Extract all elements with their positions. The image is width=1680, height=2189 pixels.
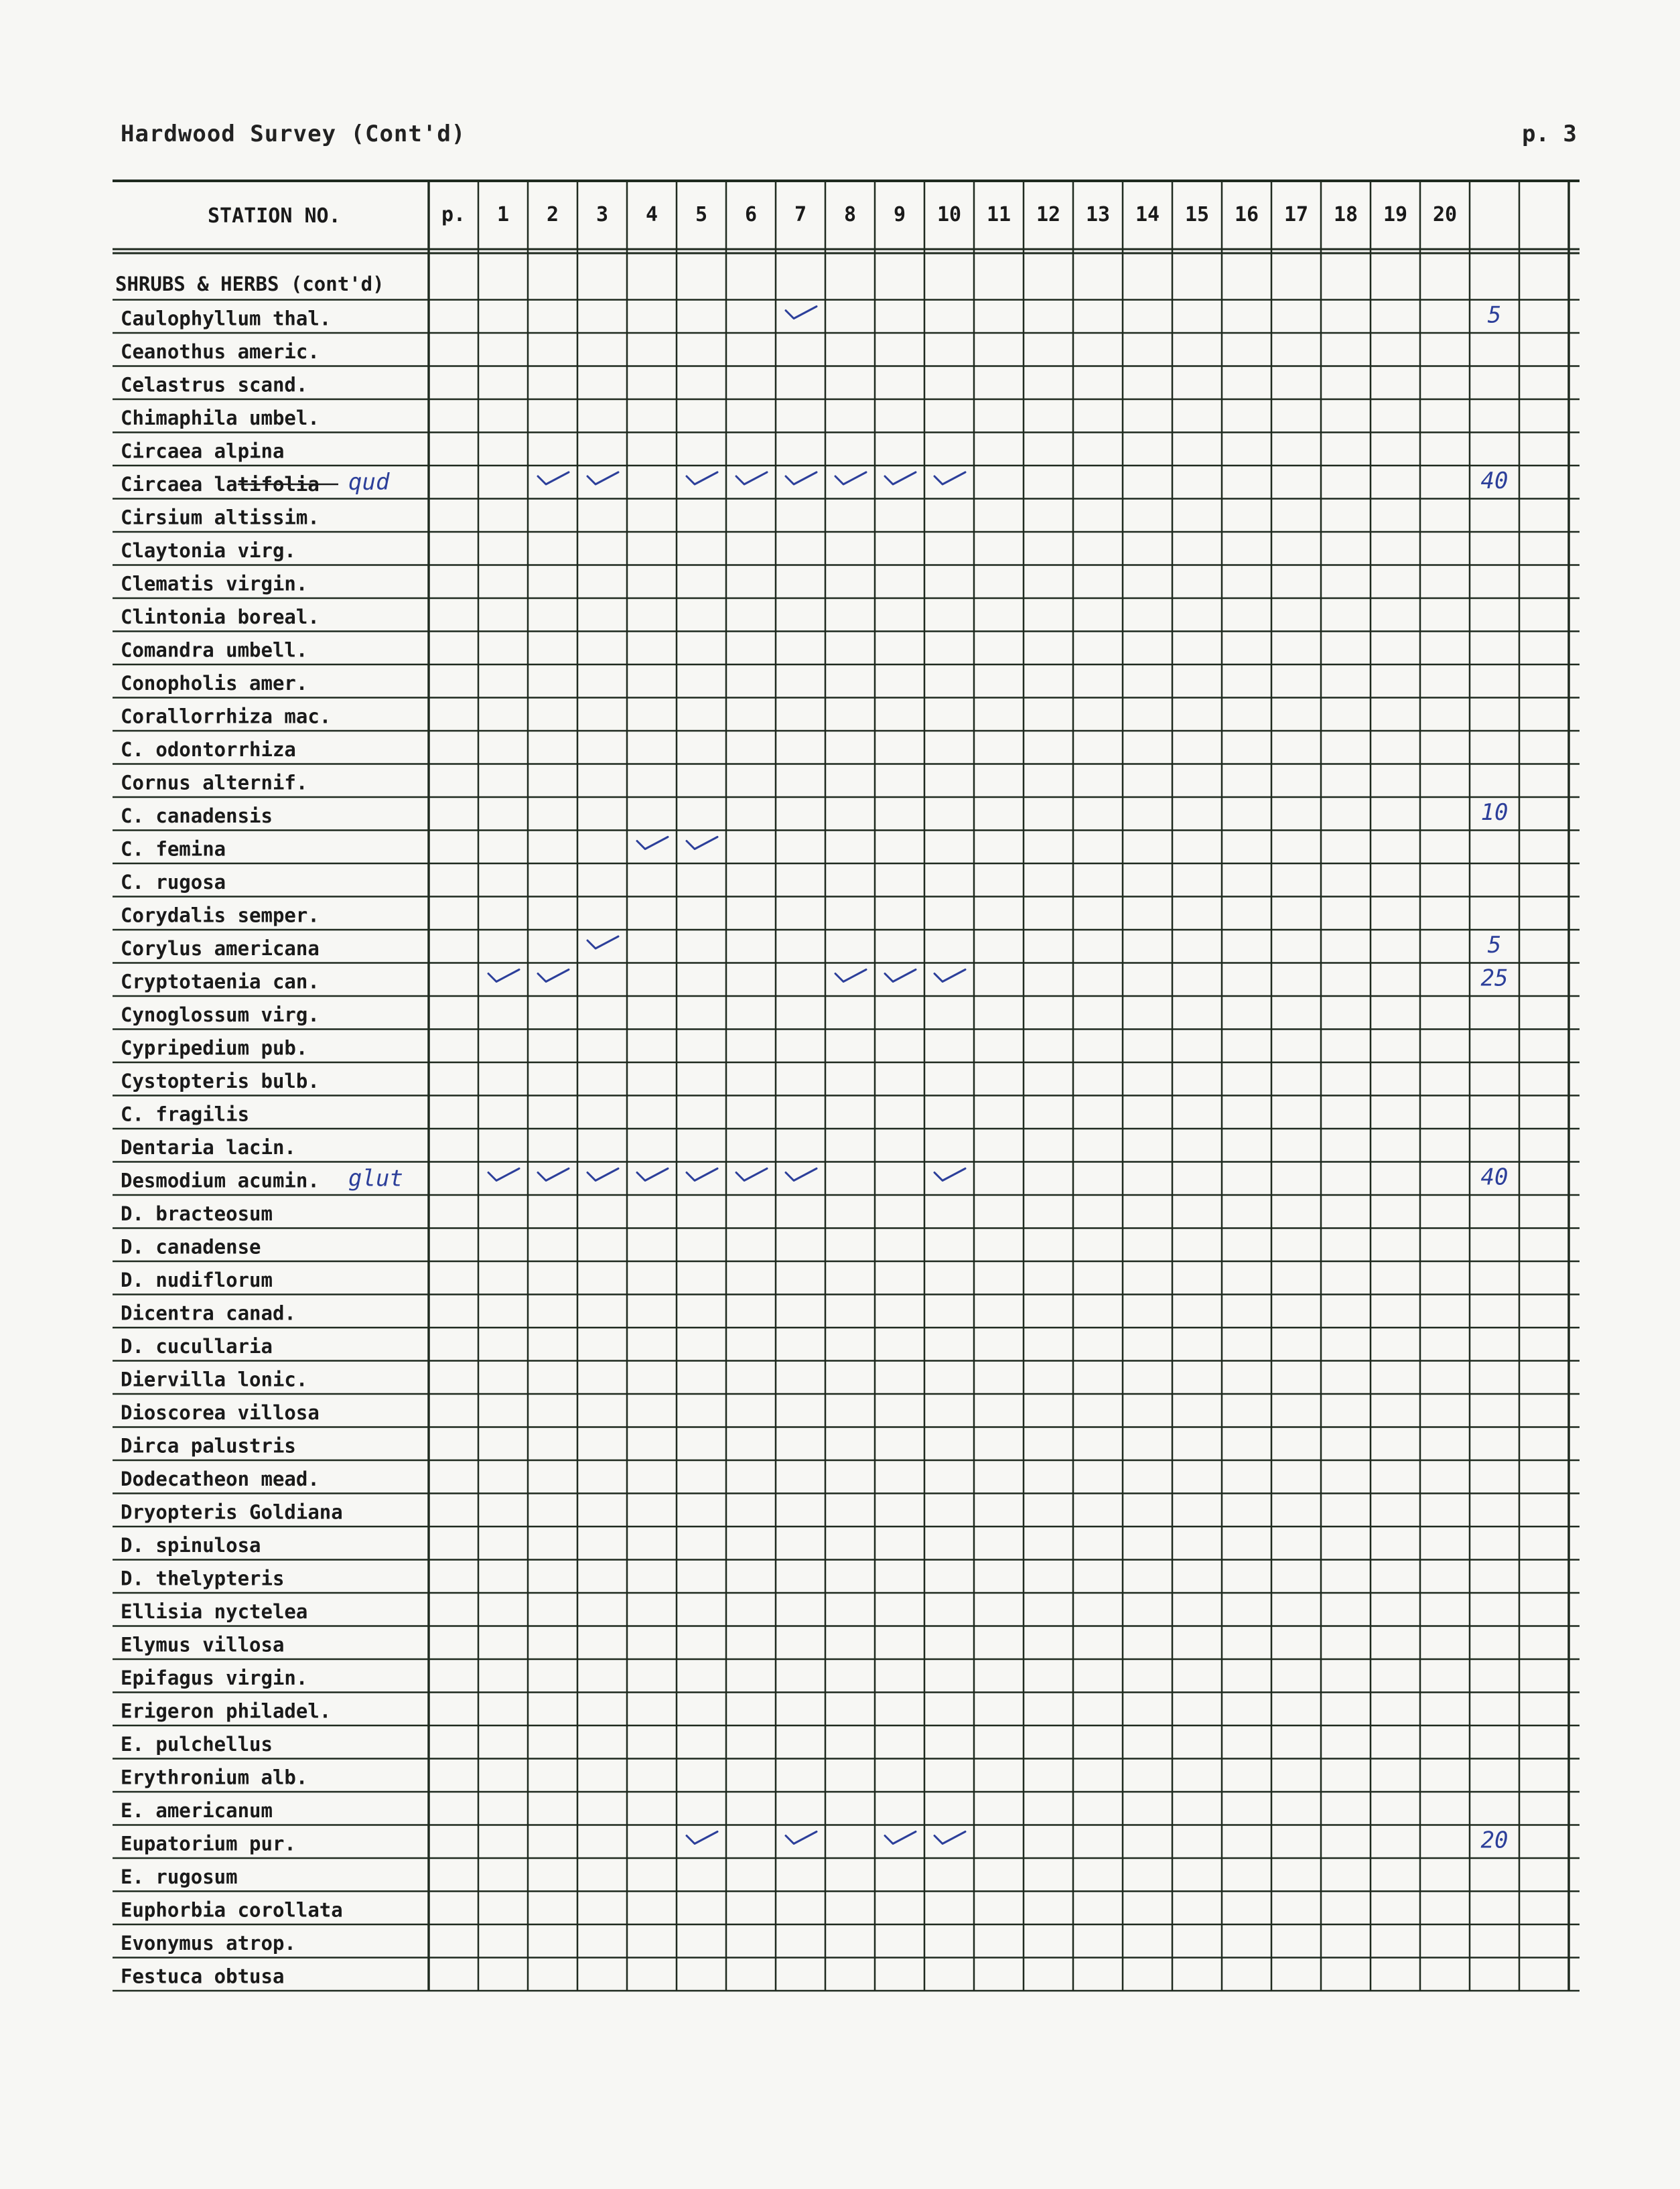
- species-name: Dentaria lacin.: [121, 1136, 296, 1159]
- row-total: 20: [1480, 1827, 1509, 1854]
- row-total: 10: [1480, 799, 1509, 826]
- column-header-7: 7: [794, 203, 807, 226]
- species-name: C. fragilis: [121, 1103, 250, 1126]
- handwritten-note: qud: [348, 469, 390, 496]
- checkmark-icon: [786, 472, 817, 484]
- checkmark-icon: [885, 472, 916, 484]
- checkmark-icon: [687, 1832, 717, 1844]
- column-header-9: 9: [893, 203, 906, 226]
- species-name: Dodecatheon mead.: [121, 1468, 320, 1490]
- species-name: E. pulchellus: [121, 1733, 273, 1756]
- page-number: p. 3: [1522, 121, 1577, 147]
- species-name: Epifagus virgin.: [121, 1667, 308, 1689]
- checkmark-icon: [637, 1169, 668, 1181]
- checkmark-icon: [835, 472, 866, 484]
- column-header-19: 19: [1383, 203, 1408, 226]
- species-name: Dioscorea villosa: [121, 1401, 320, 1424]
- species-name: Circaea latifolia: [121, 473, 320, 496]
- checkmark-icon: [587, 1169, 618, 1181]
- checkmark-icon: [934, 970, 965, 982]
- column-header-11: 11: [986, 203, 1011, 226]
- station-no-header: STATION NO.: [208, 204, 341, 228]
- species-name: Celastrus scand.: [121, 373, 308, 397]
- column-header-16: 16: [1234, 203, 1259, 226]
- checkmark-icon: [885, 970, 916, 982]
- column-header-13: 13: [1085, 203, 1111, 226]
- checkmark-icon: [538, 472, 569, 484]
- species-name: D. thelypteris: [121, 1567, 285, 1590]
- species-name: Corylus americana: [121, 937, 320, 960]
- page-title: Hardwood Survey (Cont'd): [121, 121, 466, 147]
- checkmark-icon: [538, 970, 569, 982]
- checkmark-icon: [786, 1832, 817, 1844]
- column-header-6: 6: [744, 203, 758, 226]
- species-name: Caulophyllum thal.: [121, 307, 332, 330]
- column-header-3: 3: [596, 203, 609, 226]
- species-name: Circaea alpina: [121, 439, 285, 463]
- species-name: Cypripedium pub.: [121, 1036, 308, 1060]
- species-name: Ellisia nyctelea: [121, 1600, 308, 1623]
- species-name: Festuca obtusa: [121, 1965, 285, 1988]
- column-header-p.: p.: [441, 203, 466, 226]
- row-total: 40: [1480, 1163, 1509, 1191]
- checkmark-icon: [736, 472, 767, 484]
- checkmark-icon: [637, 837, 668, 849]
- species-name: D. nudiflorum: [121, 1269, 273, 1291]
- column-header-15: 15: [1184, 203, 1210, 226]
- species-name: C. canadensis: [121, 804, 273, 827]
- column-header-8: 8: [843, 203, 857, 226]
- checkmark-icon: [934, 1169, 965, 1181]
- species-name: E. rugosum: [121, 1865, 238, 1888]
- checkmark-icon: [488, 970, 519, 982]
- species-name: Cornus alternif.: [121, 771, 308, 794]
- species-name: Elymus villosa: [121, 1633, 285, 1656]
- row-total: 40: [1480, 468, 1509, 494]
- column-header-1: 1: [496, 203, 510, 226]
- checkmark-icon: [835, 970, 866, 982]
- checkmark-icon: [687, 837, 717, 849]
- species-name: D. bracteosum: [121, 1202, 273, 1225]
- checkmark-icon: [934, 472, 965, 484]
- checkmark-icon: [934, 1832, 965, 1844]
- species-name: Erigeron philadel.: [121, 1699, 332, 1723]
- checkmark-icon: [488, 1169, 519, 1181]
- checkmark-icon: [736, 1169, 767, 1181]
- species-name: Corydalis semper.: [121, 904, 320, 927]
- column-header-17: 17: [1283, 203, 1309, 226]
- row-total: 5: [1487, 932, 1502, 959]
- species-name: Conopholis amer.: [121, 672, 308, 695]
- checkmark-icon: [587, 936, 618, 948]
- species-name: C. odontorrhiza: [121, 738, 296, 761]
- species-name: D. canadense: [121, 1235, 261, 1259]
- species-name: Cynoglossum virg.: [121, 1003, 320, 1026]
- column-header-14: 14: [1135, 203, 1160, 226]
- species-name: Euphorbia corollata: [121, 1898, 343, 1922]
- column-header-20: 20: [1432, 203, 1458, 226]
- species-name: Eupatorium pur.: [121, 1832, 296, 1855]
- checkmark-icon: [786, 307, 817, 319]
- column-header-12: 12: [1036, 203, 1061, 226]
- species-name: Clintonia boreal.: [121, 606, 320, 628]
- species-name: C. femina: [121, 837, 226, 861]
- species-name: E. americanum: [121, 1799, 273, 1822]
- species-name: Dirca palustris: [121, 1434, 296, 1458]
- species-name: D. spinulosa: [121, 1534, 261, 1557]
- species-name: Diervilla lonic.: [121, 1368, 308, 1391]
- species-name: Erythronium alb.: [121, 1766, 308, 1789]
- checkmark-icon: [786, 1169, 817, 1181]
- species-name: C. rugosa: [121, 871, 226, 894]
- handwritten-note: glut: [348, 1165, 403, 1192]
- section-label: SHRUBS & HERBS (cont'd): [115, 273, 384, 295]
- species-name: Ceanothus americ.: [121, 340, 320, 363]
- species-name: Cryptotaenia can.: [121, 970, 320, 993]
- row-total: 5: [1487, 301, 1502, 329]
- species-name: D. cucullaria: [121, 1335, 273, 1358]
- species-name: Claytonia virg.: [121, 539, 296, 562]
- species-name: Clematis virgin.: [121, 572, 308, 595]
- species-name: Dicentra canad.: [121, 1301, 296, 1325]
- species-name: Desmodium acumin.: [121, 1169, 320, 1192]
- species-name: Chimaphila umbel.: [121, 407, 320, 429]
- species-name: Comandra umbell.: [121, 638, 308, 662]
- checkmark-icon: [687, 1169, 717, 1181]
- species-name: Dryopteris Goldiana: [121, 1500, 343, 1524]
- checkmark-icon: [538, 1169, 569, 1181]
- row-total: 25: [1480, 965, 1509, 992]
- column-header-18: 18: [1333, 203, 1358, 226]
- column-header-2: 2: [546, 203, 559, 226]
- column-header-4: 4: [645, 203, 658, 226]
- species-name: Cirsium altissim.: [121, 506, 320, 529]
- species-name: Evonymus atrop.: [121, 1932, 296, 1955]
- species-name: Cystopteris bulb.: [121, 1070, 320, 1092]
- species-name: Corallorrhiza mac.: [121, 705, 332, 728]
- column-header-10: 10: [936, 203, 962, 226]
- checkmark-icon: [885, 1832, 916, 1844]
- checkmark-icon: [587, 472, 618, 484]
- column-header-5: 5: [695, 203, 708, 226]
- checkmark-icon: [687, 472, 717, 484]
